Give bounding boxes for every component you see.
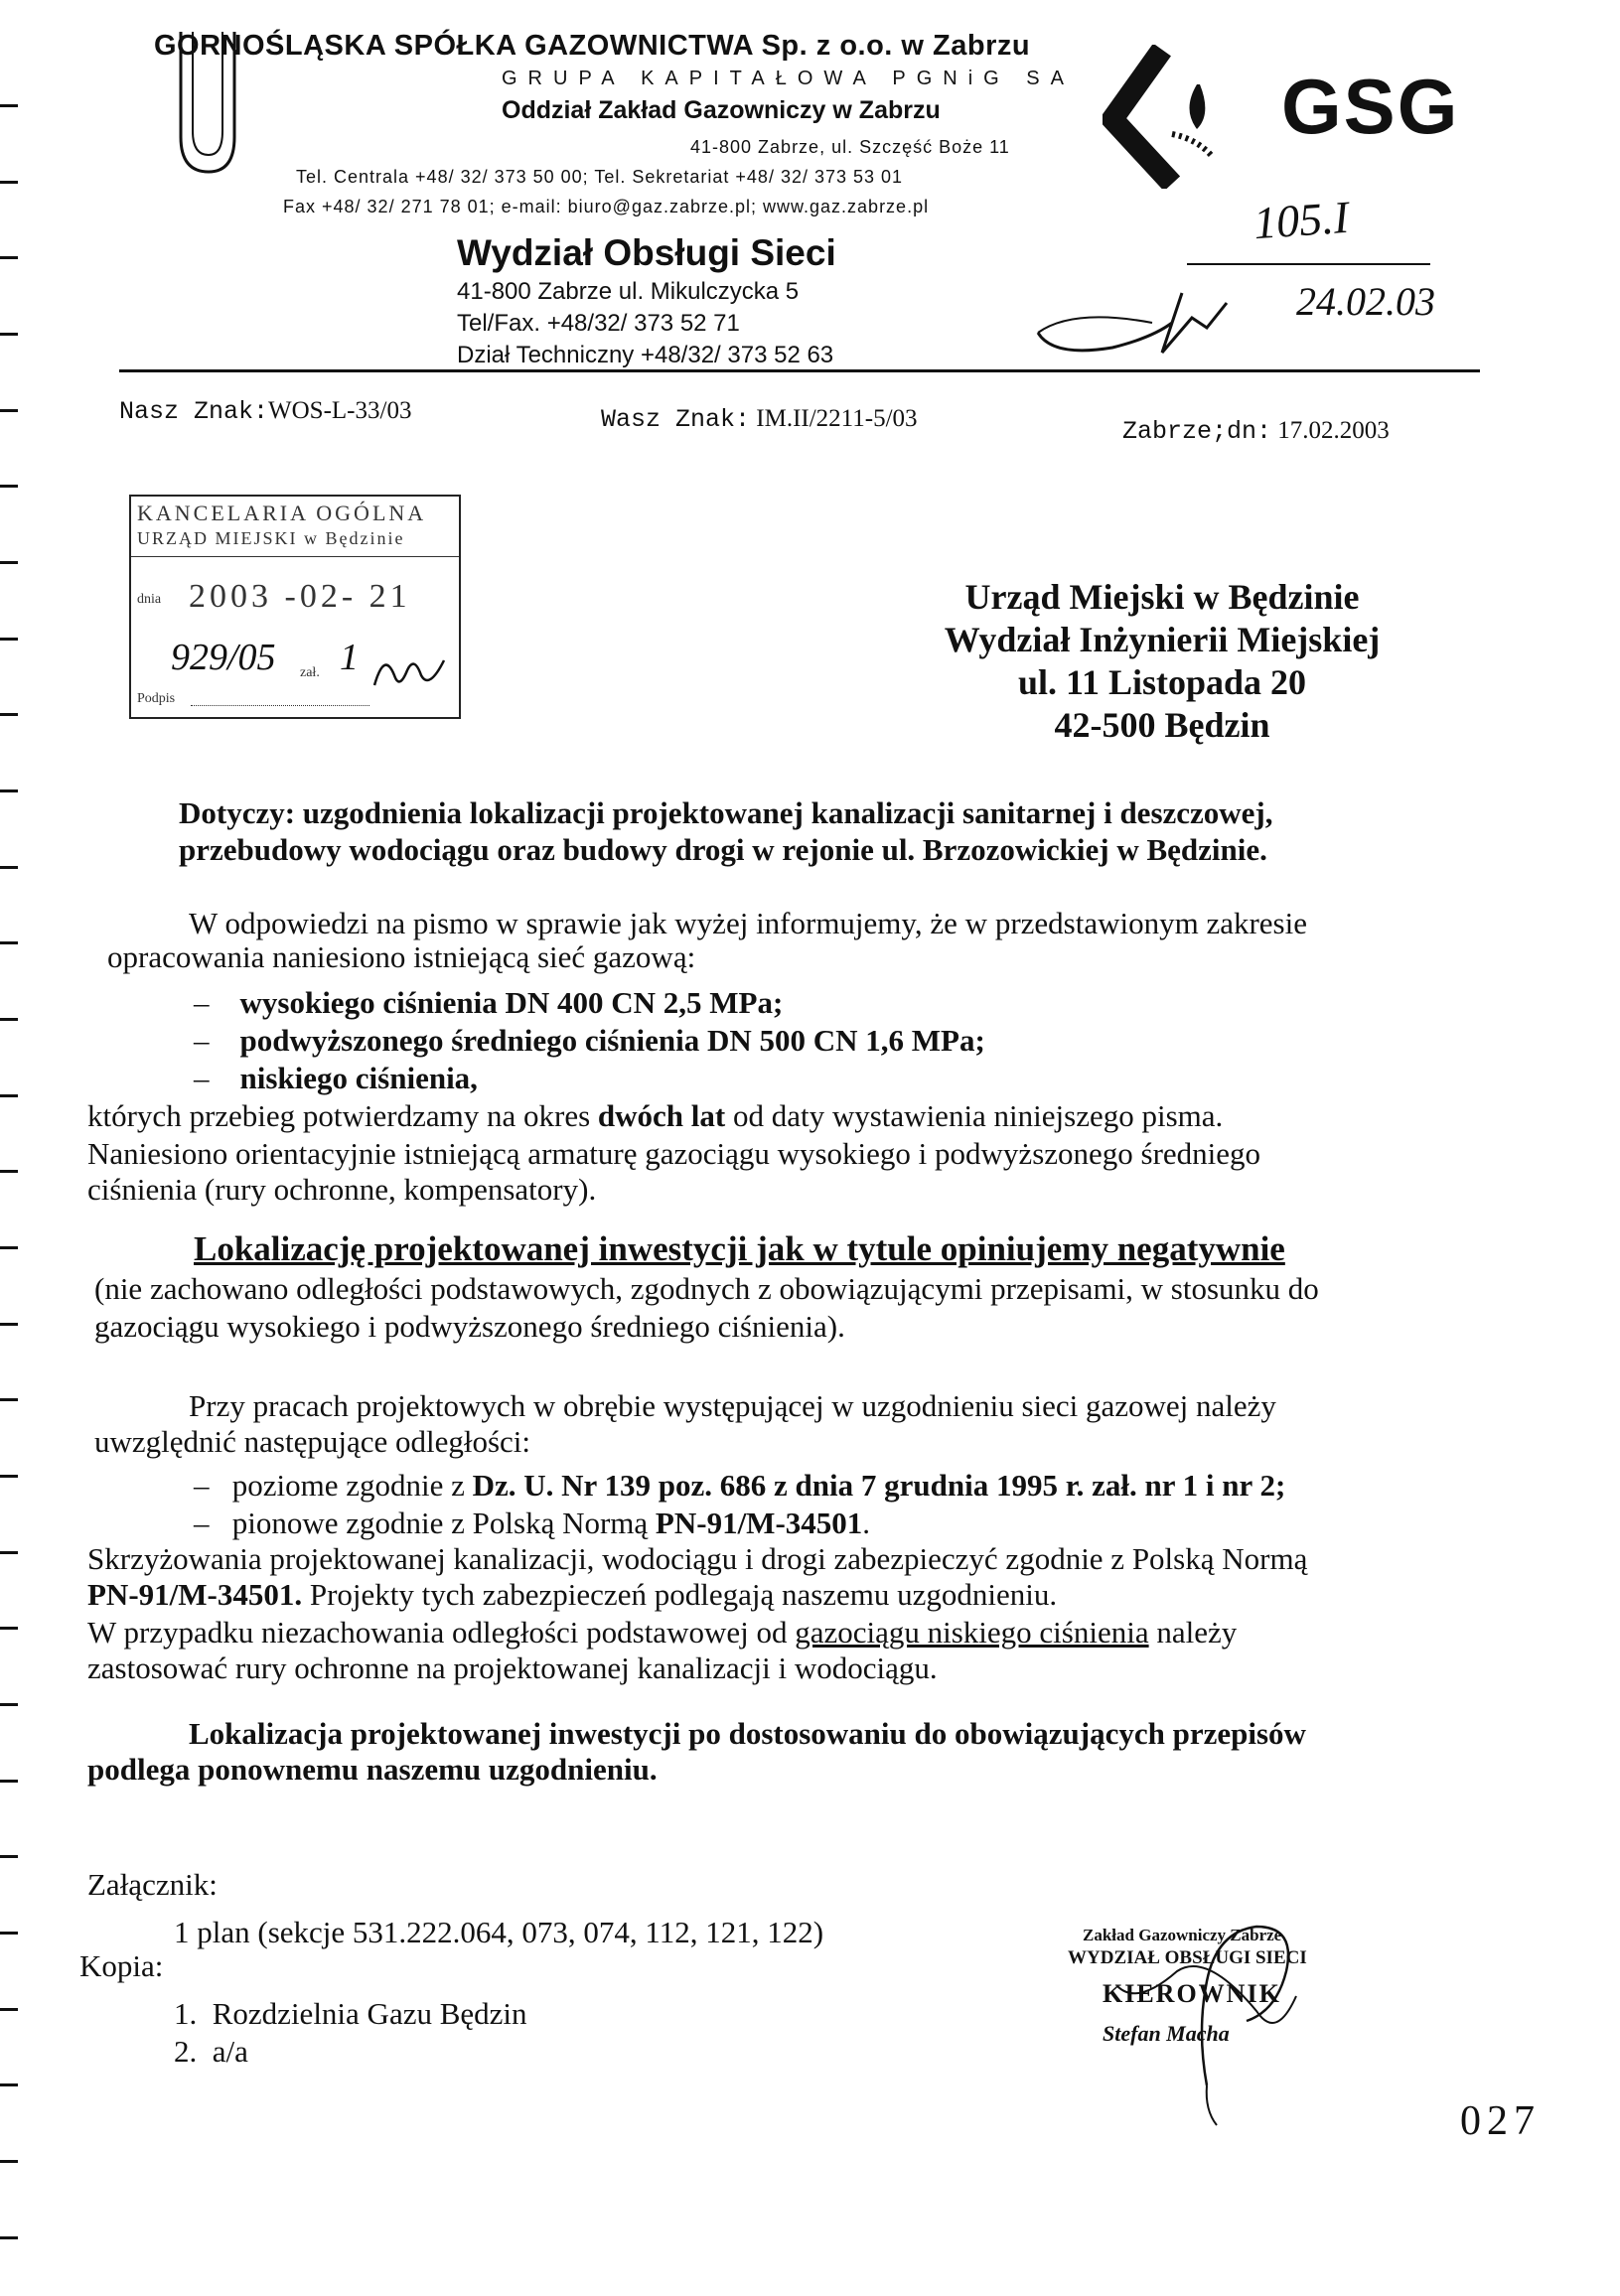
registry-stamp	[129, 495, 461, 719]
signature-stamp	[1058, 1912, 1376, 2130]
stamp-line1: KANCELARIA OGÓLNA	[137, 501, 427, 525]
subject-line: Dotyczy: uzgodnienia lokalizacji projektowanej kanalizacji sanitarnej i deszczowej,	[179, 795, 1273, 830]
para1-bold: dwóch lat	[597, 1098, 726, 1133]
para1-line: ciśnienia (rury ochronne, kompensatory).	[87, 1172, 597, 1207]
stamp-line2: URZĄD MIEJSKI w Będzinie	[137, 528, 405, 548]
para3-item: – pionowe zgodnie z Polską Normą PN-91/M-34501.	[194, 1506, 871, 1540]
company-address: 41-800 Zabrze, ul. Szczęść Boże 11	[690, 137, 1010, 157]
recipient-line: 42-500 Będzin	[1054, 705, 1270, 745]
stamp-number: 929/05	[171, 637, 276, 678]
para3-text: poziome zgodnie z	[231, 1468, 473, 1503]
our-ref-label: Nasz Znak:	[119, 397, 269, 426]
signature-stamp-line1: Zakład Gazowniczy Zabrze	[1083, 1926, 1282, 1944]
para3-bold: PN-91/M-34501	[655, 1506, 863, 1540]
company-name: GORNOŚLĄSKA SPÓŁKA GAZOWNICTWA Sp. z o.o. w Zabrzu	[154, 30, 1031, 62]
para1-item: – wysokiego ciśnienia DN 400 CN 2,5 MPa;	[194, 985, 784, 1020]
para3-bold: PN-91/M-34501.	[87, 1577, 303, 1612]
subject-line: przebudowy wodociągu oraz budowy drogi w rejonie ul. Brzozowickiej w Będzinie.	[179, 832, 1267, 867]
para3-underlined: gazociągu niskiego ciśnienia	[795, 1615, 1149, 1650]
para3-text: pionowe zgodnie z Polską Normą	[231, 1506, 656, 1540]
page-number: 027	[1460, 2098, 1541, 2144]
letterhead-rule	[119, 369, 1480, 372]
para1-item-text: wysokiego ciśnienia DN 400 CN 2,5 MPa;	[239, 985, 784, 1020]
stamp-date: 2003 -02- 21	[189, 578, 411, 615]
para2-line: gazociągu wysokiego i podwyższonego średniego ciśnienia).	[94, 1309, 845, 1344]
stamp-zal-label: zał.	[300, 665, 320, 680]
signature-stamp-line3: KIEROWNIK	[1103, 1979, 1281, 2008]
para4-line: podlega ponownemu naszemu uzgodnieniu.	[87, 1752, 658, 1787]
para1-item: – podwyższonego średniego ciśnienia DN 500 CN 1,6 MPa;	[194, 1023, 985, 1058]
para3-line: Skrzyżowania projektowanej kanalizacji, wodociągu i drogi zabezpieczyć zgodnie z Polską Normą	[87, 1541, 1308, 1576]
para3-item: – poziome zgodnie z Dz. U. Nr 139 poz. 686 z dnia 7 grudnia 1995 r. zał. nr 1 i nr 2;	[194, 1468, 1286, 1503]
department-name: Wydział Obsługi Sieci	[457, 232, 836, 273]
handwritten-number: 105.I	[1252, 191, 1351, 249]
company-group: GRUPA KAPITAŁOWA PGNiG SA	[502, 68, 1075, 89]
para3-text: należy	[1148, 1615, 1238, 1650]
stamp-signature-icon	[369, 646, 449, 695]
para4-line: Lokalizacja projektowanej inwestycji po dostosowaniu do obowiązujących przepisów	[189, 1716, 1306, 1751]
signature-stamp-line2: WYDZIAŁ OBSŁUGI SIECI	[1068, 1947, 1307, 1968]
signature-stamp-line4: Stefan Macha	[1103, 2021, 1230, 2046]
handwritten-signature-icon	[1058, 1912, 1376, 2130]
date-label: Zabrze;dn:	[1122, 417, 1272, 446]
para3-text: Projekty tych zabezpieczeń podlegają naszemu uzgodnieniu.	[302, 1577, 1058, 1612]
our-ref-value: WOS-L-33/03	[268, 397, 412, 424]
opinion-heading: Lokalizację projektowanej inwestycji jak w tytule opiniujemy negatywnie	[194, 1229, 1285, 1268]
copy-item: 2. a/a	[174, 2034, 248, 2069]
para1-item: – niskiego ciśnienia,	[194, 1061, 478, 1095]
para3-line: uwzględnić następujące odległości:	[94, 1424, 531, 1459]
para3-line	[87, 1577, 1057, 1613]
your-ref-label: Wasz Znak:	[601, 405, 751, 434]
date-value: 17.02.2003	[1277, 417, 1390, 444]
para3-text: .	[862, 1506, 871, 1540]
attachments-label: Załącznik:	[87, 1867, 218, 1902]
recipient-line: Wydział Inżynierii Miejskiej	[944, 620, 1381, 659]
handwritten-initials-icon	[1033, 273, 1271, 372]
stamp-dnia-label: dnia	[137, 592, 162, 607]
para1-item-text: podwyższonego średniego ciśnienia DN 500 CN 1,6 MPa;	[239, 1023, 985, 1058]
para1-line	[87, 1098, 1223, 1134]
company-phones: Tel. Centrala +48/ 32/ 373 50 00; Tel. Sekretariat +48/ 32/ 373 53 01	[296, 167, 904, 187]
department-address: 41-800 Zabrze ul. Mikulczycka 5	[457, 278, 800, 305]
copies-label: Kopia:	[79, 1948, 164, 1983]
para1-line: opracowania naniesiono istniejącą sieć gazową:	[107, 939, 696, 974]
your-ref-value: IM.II/2211-5/03	[756, 405, 918, 432]
para1-line: W odpowiedzi na pismo w sprawie jak wyżej informujemy, że w przedstawionym zakresie	[189, 906, 1307, 940]
gsg-logo-text: GSG	[1281, 63, 1460, 150]
handwritten-date: 24.02.03	[1296, 279, 1435, 324]
para2-line: (nie zachowano odległości podstawowych, zgodnych z obowiązującymi przepisami, w stosunku do	[94, 1271, 1319, 1306]
para1-text: od daty wystawienia niniejszego pisma.	[725, 1098, 1224, 1133]
department-tech: Dział Techniczny +48/32/ 373 52 63	[457, 342, 834, 368]
para1-item-text: niskiego ciśnienia,	[239, 1061, 478, 1095]
recipient-block	[884, 576, 1440, 747]
attachment-item: 1 plan (sekcje 531.222.064, 073, 074, 112, 121, 122)	[174, 1915, 824, 1949]
recipient-line: Urząd Miejski w Będzinie	[964, 577, 1360, 617]
recipient-line: ul. 11 Listopada 20	[1017, 662, 1307, 702]
para3-line: Przy pracach projektowych w obrębie występującej w uzgodnieniu sieci gazowej należy	[189, 1388, 1276, 1423]
subject	[179, 794, 1273, 868]
para3-bold: Dz. U. Nr 139 poz. 686 z dnia 7 grudnia 1995 r. zał. nr 1 i nr 2;	[472, 1468, 1286, 1503]
stamp-zal-value: 1	[340, 637, 359, 678]
handwritten-rule	[1187, 263, 1430, 265]
stamp-podpis-label: Podpis	[137, 691, 176, 706]
company-fax-email: Fax +48/ 32/ 271 78 01; e-mail: biuro@gaz.zabrze.pl; www.gaz.zabrze.pl	[283, 197, 930, 216]
para3-text: W przypadku niezachowania odległości podstawowej od	[87, 1615, 796, 1650]
department-tel: Tel/Fax. +48/32/ 373 52 71	[457, 310, 740, 337]
company-branch: Oddział Zakład Gazowniczy w Zabrzu	[502, 96, 941, 124]
para1-line: Naniesiono orientacyjnie istniejącą armaturę gazociągu wysokiego i podwyższonego średniego	[87, 1136, 1261, 1171]
para3-line	[87, 1615, 1237, 1650]
copy-item: 1. Rozdzielnia Gazu Będzin	[174, 1996, 527, 2031]
para3-line: zastosować rury ochronne na projektowanej kanalizacji i wodociągu.	[87, 1650, 938, 1685]
gsg-flame-logo-icon	[1103, 45, 1242, 189]
para1-text: których przebieg potwierdzamy na okres	[87, 1098, 598, 1133]
